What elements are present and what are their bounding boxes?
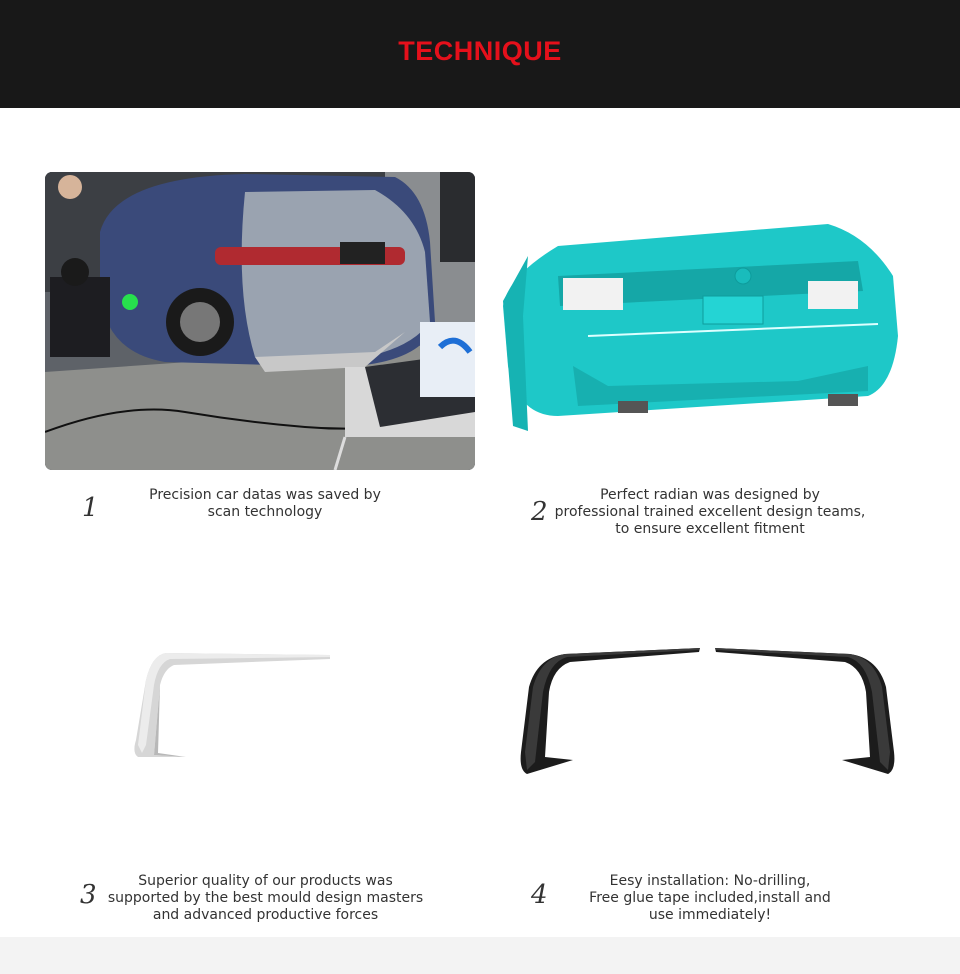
footer-band bbox=[0, 937, 960, 974]
caption-line: Free glue tape included,install and bbox=[589, 890, 831, 906]
step-number-1: 1 bbox=[82, 493, 99, 523]
caption-line: scan technology bbox=[207, 504, 323, 520]
caption-line: Eesy installation: No-drilling, bbox=[609, 873, 811, 889]
step-1-caption bbox=[130, 487, 400, 521]
step-2-caption bbox=[545, 487, 875, 538]
caption-line: supported by the best mould design masters bbox=[107, 890, 424, 906]
carbon-fiber-parts-pair bbox=[515, 642, 900, 782]
3d-scan-render bbox=[498, 216, 902, 440]
step-3-caption bbox=[98, 873, 433, 924]
header-bar bbox=[0, 0, 960, 108]
caption-line: Perfect radian was designed by bbox=[600, 487, 820, 503]
silver-diffuser-part bbox=[128, 645, 338, 765]
step-number-4: 4 bbox=[531, 880, 548, 910]
page-title: TECHNIQUE bbox=[398, 36, 562, 66]
caption-line: to ensure excellent fitment bbox=[615, 521, 805, 537]
caption-line: and advanced productive forces bbox=[152, 907, 379, 923]
step-number-3: 3 bbox=[80, 880, 97, 910]
step-number-2: 2 bbox=[531, 497, 548, 527]
caption-line: Precision car datas was saved by bbox=[149, 487, 381, 503]
caption-line: use immediately! bbox=[648, 907, 772, 923]
step-4-caption bbox=[575, 873, 845, 924]
caption-line: professional trained excellent design teams, bbox=[554, 504, 866, 520]
scanning-workshop-photo bbox=[45, 172, 475, 470]
caption-line: Superior quality of our products was bbox=[138, 873, 393, 889]
